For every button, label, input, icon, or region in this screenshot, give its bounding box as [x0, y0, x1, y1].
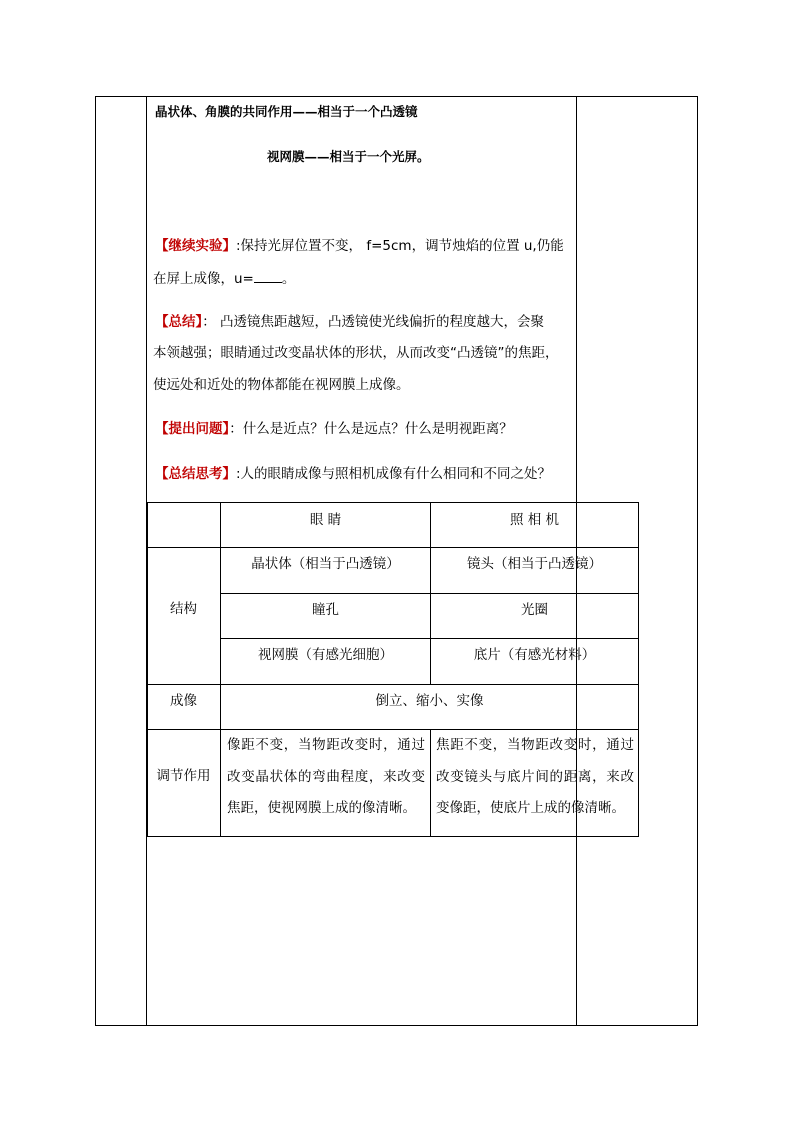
- experiment-text-2-end: 。: [281, 271, 296, 287]
- reflect-tag: 【总结思考】: [155, 466, 236, 482]
- intro-line-retina: 视网膜——相当于一个光屏。: [267, 149, 430, 164]
- question-text: ：什么是近点？什么是远点？什么是明视距离？: [229, 421, 513, 437]
- reflect-line: [155, 464, 551, 484]
- cell-retina-eye: 视网膜（有感光细胞）: [258, 647, 393, 663]
- cell-pupil-camera: 光圈: [521, 602, 548, 618]
- experiment-line-1: [155, 236, 564, 256]
- comparison-table: [147, 502, 639, 837]
- table-line: [430, 729, 431, 837]
- image-value: 倒立、缩小、实像: [375, 693, 484, 709]
- summary-line-1: [155, 312, 544, 332]
- summary-tag: 【总结】: [155, 314, 203, 330]
- summary-text-1: ： 凸透镜焦距越短，凸透镜使光线偏折的程度越大，会聚: [202, 314, 545, 330]
- adjust-eye: 像距不变，当物距改变时，通过改变晶状体的弯曲程度，来改变焦距，使视网膜上成的像清晰。: [227, 737, 425, 816]
- experiment-text-2: 在屏上成像，u=: [153, 271, 254, 287]
- header-camera: 照 相 机: [509, 512, 560, 528]
- experiment-text-1: :保持光屏位置不变， f=5cm，调节烛焰的位置 u,仍能: [236, 238, 564, 254]
- adjust-camera: 焦距不变，当物距改变时，通过改变镜头与底片间的距离，来改变像距，使底片上成的像清晰。: [436, 737, 634, 816]
- experiment-line-2: [153, 268, 295, 289]
- cell-retina-camera: 底片（有感光材料）: [473, 647, 596, 663]
- summary-line-3: 使远处和近处的物体都能在视网膜上成像。: [153, 377, 410, 393]
- cell-lens-eye: 晶状体（相当于凸透镜）: [251, 556, 400, 572]
- answer-blank[interactable]: [254, 268, 282, 283]
- image-label: 成像: [170, 693, 197, 709]
- question-tag: 【提出问题】: [155, 421, 230, 437]
- cell-pupil-eye: 瞳孔: [312, 602, 339, 618]
- adjust-label: 调节作用: [156, 768, 211, 784]
- reflect-text: :人的眼睛成像与照相机成像有什么相同和不同之处？: [236, 466, 552, 482]
- table-line: [638, 502, 639, 837]
- intro-line-lens: 晶状体、角膜的共同作用——相当于一个凸透镜: [155, 104, 418, 119]
- experiment-tag: 【继续实验】: [155, 238, 236, 254]
- question-line: [155, 419, 513, 439]
- cell-lens-camera: 镜头（相当于凸透镜）: [467, 556, 602, 572]
- header-eye: 眼 睛: [309, 512, 342, 528]
- summary-line-2: 本领越强；眼睛通过改变晶状体的形状，从而改变“凸透镜”的焦距，: [153, 345, 559, 361]
- structure-label: 结构: [170, 601, 197, 617]
